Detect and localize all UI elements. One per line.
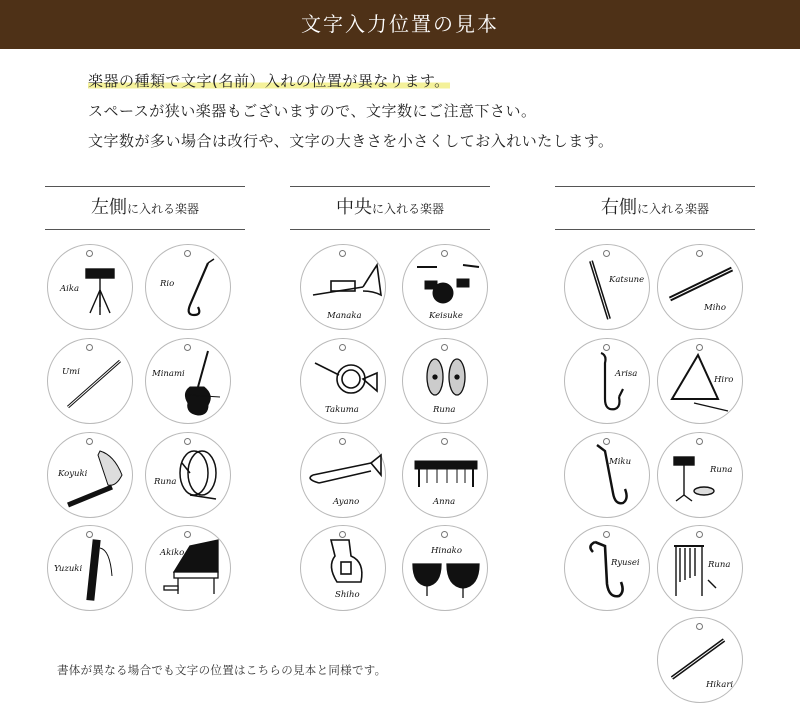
tag-oboe: Miho xyxy=(657,244,743,330)
clarinet-icon xyxy=(565,245,651,331)
tag-marimba: Anna xyxy=(402,432,488,518)
page-banner xyxy=(0,0,800,49)
tag-cymbals: Runa xyxy=(402,338,488,424)
grand-piano-icon xyxy=(146,526,232,612)
tag-timpani: Hinako xyxy=(402,525,488,611)
tag-bass-clarinet: Rio xyxy=(145,244,231,330)
tag-guiro: Koyuki xyxy=(47,432,133,518)
contrabass-icon xyxy=(146,339,232,425)
tag-grand-piano: Akiko xyxy=(145,525,231,611)
tag-chimes: Runa xyxy=(657,525,743,611)
tag-piccolo: Hikari xyxy=(657,617,743,703)
tag-clarinet: Katsune xyxy=(564,244,650,330)
column-header-right: 右側に入れる楽器 xyxy=(555,186,755,230)
timpani-icon xyxy=(403,526,489,612)
tag-alto-sax: Arisa xyxy=(564,338,650,424)
bass-drum-icon xyxy=(146,433,232,519)
tag-flute: Umi xyxy=(47,338,133,424)
alto-sax-icon xyxy=(565,339,651,425)
column-header-center: 中央に入れる楽器 xyxy=(290,186,490,230)
tag-tenor-sax: Miku xyxy=(564,432,650,518)
tag-trumpet: Manaka xyxy=(300,244,386,330)
tag-drum-kit: Keisuke xyxy=(402,244,488,330)
notes xyxy=(88,66,788,156)
column-header-left: 左側に入れる楽器 xyxy=(45,186,245,230)
chimes-icon xyxy=(658,526,744,612)
tag-bassoon: Yuzuki xyxy=(47,525,133,611)
tenor-sax-icon xyxy=(565,433,651,519)
tag-contrabass: Minami xyxy=(145,338,231,424)
note-line-2: スペースが狭い楽器もございますので、文字数にご注意下さい。 xyxy=(88,102,537,120)
banner-title: 文字入力位置の見本 xyxy=(301,12,499,36)
bass-clarinet-icon xyxy=(146,245,232,331)
note-line-3: 文字数が多い場合は改行や、文字の大きさを小さくしてお入れいたします。 xyxy=(88,132,614,150)
tag-tuba: Shiho xyxy=(300,525,386,611)
flute-icon xyxy=(48,339,134,425)
oboe-icon xyxy=(658,245,744,331)
tag-trombone: Ayano xyxy=(300,432,386,518)
baritone-sax-icon xyxy=(565,526,651,612)
piccolo-icon xyxy=(658,618,744,704)
tag-snare-drum: Aika xyxy=(47,244,133,330)
footer-note: 書体が異なる場合でも文字の位置はこちらの見本と同様です。 xyxy=(57,663,387,677)
snare-stand-icon xyxy=(658,433,744,519)
tag-horn: Takuma xyxy=(300,338,386,424)
tag-triangle: Hiro xyxy=(657,338,743,424)
tag-snare-stand: Runa xyxy=(657,432,743,518)
note-line-1: 楽器の種類で文字(名前）入れの位置が異なります。 xyxy=(88,72,450,90)
tag-bass-drum: Runa xyxy=(145,432,231,518)
tag-baritone-sax: Ryusei xyxy=(564,525,650,611)
